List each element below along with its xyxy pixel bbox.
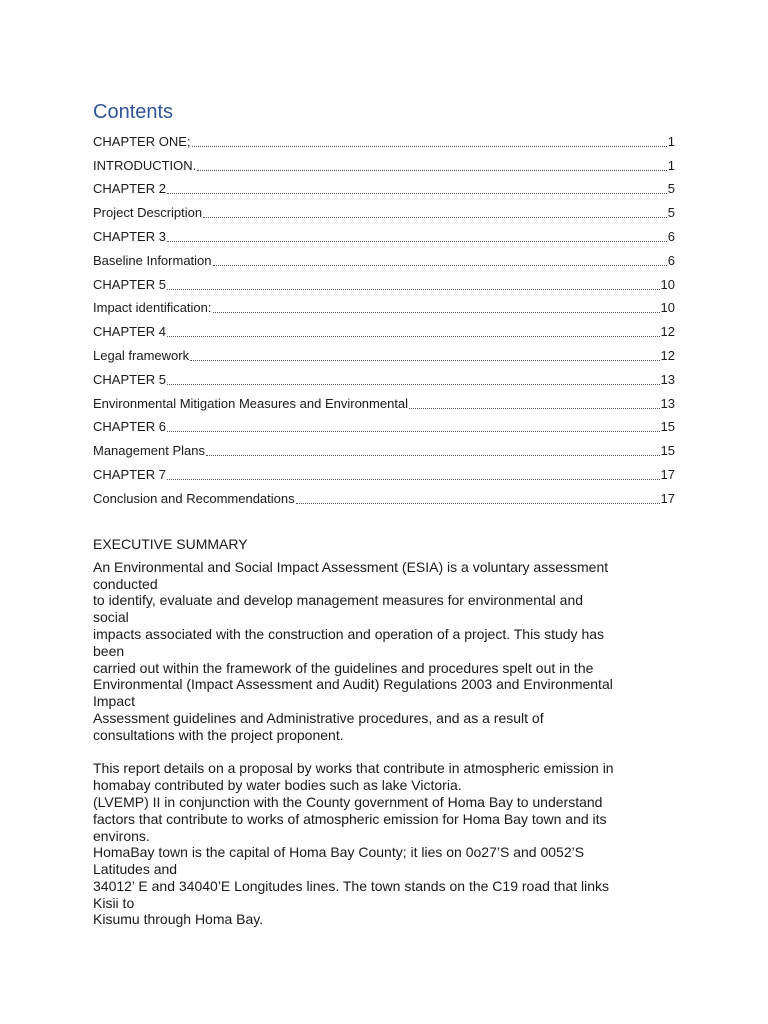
- toc-leader: [213, 311, 660, 313]
- toc-leader: [192, 145, 667, 147]
- toc-entry-page: 15: [660, 419, 675, 435]
- toc-entry[interactable]: [93, 459, 675, 483]
- toc-entry-page: 5: [667, 181, 675, 197]
- toc-entry-label: Management Plans: [93, 443, 206, 459]
- toc-leader: [203, 216, 667, 218]
- paragraph-line: An Environmental and Social Impact Assessment (ESIA) is a voluntary assessment: [93, 558, 609, 575]
- toc-entry[interactable]: [93, 388, 675, 412]
- toc-entry-label: CHAPTER 2: [93, 181, 166, 197]
- toc-leader: [167, 240, 667, 242]
- toc-entry-page: 5: [667, 205, 675, 221]
- toc-entry-label: Conclusion and Recommendations: [93, 490, 295, 506]
- paragraph-line: Kisii to: [93, 894, 135, 911]
- paragraph-line: Impact: [93, 693, 136, 710]
- paragraph-line: been: [93, 642, 125, 659]
- toc-entry-page: 1: [667, 157, 675, 173]
- toc-entry-page: 17: [660, 466, 675, 482]
- paragraph-line: homabay contributed by water bodies such as lake Victoria.: [93, 777, 462, 794]
- toc-entry[interactable]: [93, 197, 675, 221]
- toc-entry[interactable]: [93, 293, 675, 317]
- toc-leader: [167, 335, 660, 337]
- paragraph-line: This report details on a proposal by works that contribute in atmospheric emission in: [93, 760, 614, 777]
- toc-entry-label: Environmental Mitigation Measures and Environmental: [93, 395, 409, 411]
- toc-entry-page: 13: [660, 395, 675, 411]
- paragraph-line: 34012’ E and 34040’E Longitudes lines. The town stands on the C19 road that links: [93, 877, 610, 894]
- toc-entry[interactable]: [93, 483, 675, 507]
- toc-leader: [296, 502, 660, 504]
- toc-entry[interactable]: [93, 316, 675, 340]
- toc-title: Contents: [93, 101, 174, 123]
- toc-entry-page: 10: [660, 276, 675, 292]
- toc-entry[interactable]: [93, 221, 675, 245]
- toc-entry-label: CHAPTER 7: [93, 466, 166, 482]
- toc-leader: [197, 169, 666, 171]
- toc-entry[interactable]: [93, 412, 675, 436]
- paragraph-line: consultations with the project proponent.: [93, 726, 344, 743]
- toc-entry-label: CHAPTER ONE;: [93, 133, 191, 149]
- toc-leader: [167, 430, 660, 432]
- toc-entry[interactable]: [93, 364, 675, 388]
- toc-entry-page: 12: [660, 347, 675, 363]
- executive-summary-heading: EXECUTIVE SUMMARY: [93, 535, 248, 552]
- toc-entry-page: 1: [667, 133, 675, 149]
- toc-entry[interactable]: [93, 245, 675, 269]
- paragraph-line: impacts associated with the construction and operation of a project. This study has: [93, 625, 605, 642]
- toc-entry-label: CHAPTER 5: [93, 371, 166, 387]
- toc-leader: [167, 192, 667, 194]
- toc-entry[interactable]: [93, 340, 675, 364]
- toc-entry-page: 6: [667, 252, 675, 268]
- toc-entry[interactable]: [93, 435, 675, 459]
- toc-entry-page: 6: [667, 228, 675, 244]
- toc-entry-label: CHAPTER 6: [93, 419, 166, 435]
- toc-entry-label: Baseline Information: [93, 252, 212, 268]
- summary-paragraph: [93, 760, 675, 928]
- toc-entry-label: Project Description: [93, 205, 203, 221]
- toc-entry-label: Impact identification:: [93, 300, 212, 316]
- paragraph-line: Assessment guidelines and Administrative procedures, and as a result of: [93, 709, 544, 726]
- paragraph-line: environs.: [93, 827, 150, 844]
- toc-entry-page: 17: [660, 490, 675, 506]
- toc-leader: [190, 359, 659, 361]
- paragraph-line: conducted: [93, 575, 158, 592]
- paragraph-line: Environmental (Impact Assessment and Audit) Regulations 2003 and Environmental: [93, 676, 613, 693]
- toc-entry[interactable]: [93, 126, 675, 150]
- toc-entry-label: CHAPTER 4: [93, 324, 166, 340]
- paragraph-line: (LVEMP) II in conjunction with the County government of Homa Bay to understand: [93, 793, 603, 810]
- paragraph-line: social: [93, 609, 129, 626]
- toc-leader: [167, 383, 660, 385]
- paragraph-line: carried out within the framework of the guidelines and procedures spelt out in the: [93, 659, 594, 676]
- toc-entry-page: 15: [660, 443, 675, 459]
- toc-entry[interactable]: [93, 269, 675, 293]
- toc-entry[interactable]: [93, 150, 675, 174]
- document-page: [93, 100, 675, 928]
- toc-entry-label: INTRODUCTION.: [93, 157, 197, 173]
- toc-entry-label: CHAPTER 5: [93, 276, 166, 292]
- toc-leader: [213, 264, 667, 266]
- toc-entry-page: 10: [660, 300, 675, 316]
- table-of-contents: [93, 126, 675, 507]
- toc-entry-page: 13: [660, 371, 675, 387]
- paragraph-line: Kisumu through Homa Bay.: [93, 911, 264, 928]
- paragraph-line: Latitudes and: [93, 861, 178, 878]
- toc-leader: [167, 288, 660, 290]
- toc-entry-label: Legal framework: [93, 347, 190, 363]
- toc-leader: [167, 478, 660, 480]
- paragraph-line: HomaBay town is the capital of Homa Bay County; it lies on 0o27’S and 0052’S: [93, 844, 585, 861]
- summary-paragraph: [93, 559, 675, 744]
- toc-entry-page: 12: [660, 324, 675, 340]
- paragraph-line: factors that contribute to works of atmospheric emission for Homa Bay town and its: [93, 810, 607, 827]
- paragraph-line: to identify, evaluate and develop management measures for environmental and: [93, 592, 584, 609]
- toc-entry-label: CHAPTER 3: [93, 228, 166, 244]
- toc-entry[interactable]: [93, 174, 675, 198]
- toc-leader: [206, 454, 660, 456]
- toc-leader: [409, 407, 659, 409]
